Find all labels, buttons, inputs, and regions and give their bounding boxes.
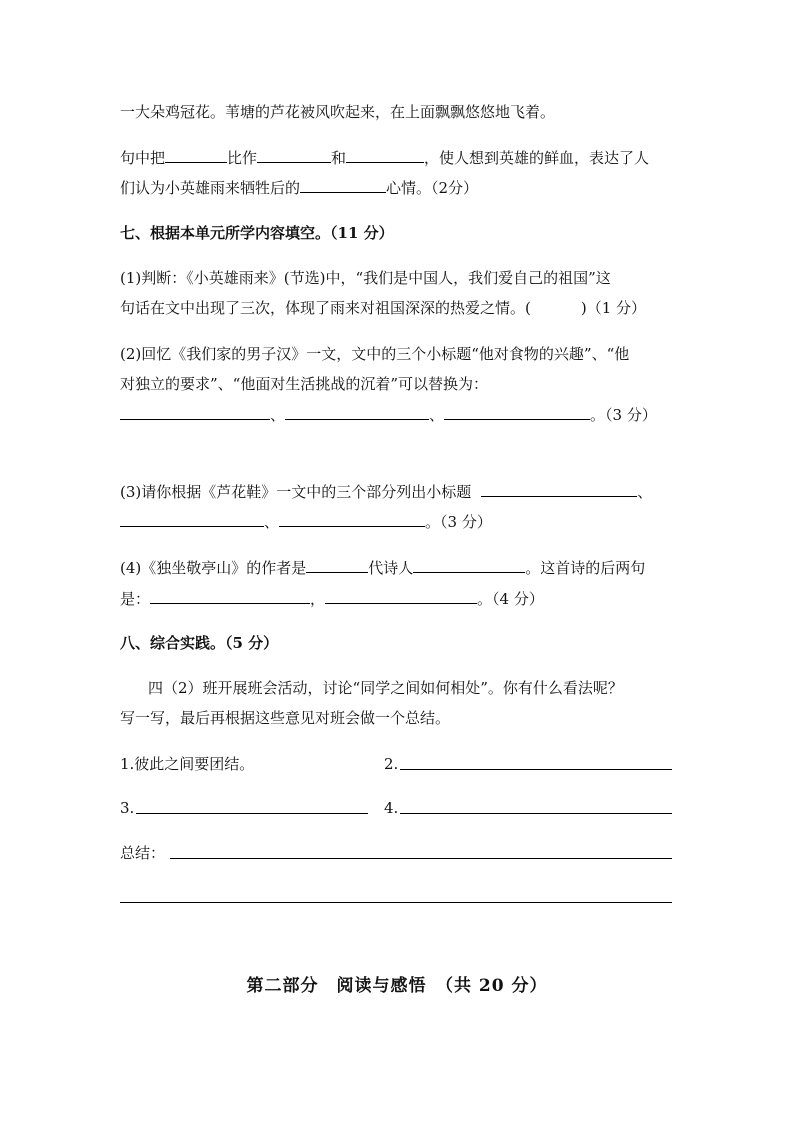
q6-text: 和	[331, 149, 347, 167]
q7-2-score: 。（3 分）	[590, 406, 657, 424]
q7-4-text: 代诗人	[368, 559, 414, 577]
q7-4-text: (4)《独坐敬亭山》的作者是	[120, 559, 307, 577]
answer-blank[interactable]	[120, 404, 270, 420]
answer-blank[interactable]	[306, 557, 368, 573]
part-2-title: 第二部分 阅读与感悟 （共 20 分）	[246, 976, 548, 996]
q7-1-line-2	[120, 297, 646, 319]
answer-blank[interactable]	[257, 147, 331, 163]
q7-1-score: )（1 分）	[580, 299, 647, 317]
opinion-item-3-label: 3.	[120, 799, 135, 817]
answer-blank[interactable]	[481, 481, 637, 497]
q6-line-1	[120, 147, 649, 169]
q7-3-text: (3)请你根据《芦花鞋》一文中的三个部分列出小标题	[120, 483, 472, 501]
q7-4-score: 。（4 分）	[477, 590, 544, 608]
q7-4-line-1	[120, 557, 645, 579]
answer-blank[interactable]	[325, 588, 477, 604]
q7-1-line-1: (1)判断：《小英雄雨来》(节选)中，“我们是中国人，我们爱自己的祖国”这	[120, 269, 611, 287]
summary-label: 总结：	[120, 844, 166, 862]
q7-4-text: ，	[310, 590, 326, 608]
section-7-heading: 七、根据本单元所学内容填空。（11 分）	[120, 224, 394, 242]
opinion-item-3-line[interactable]	[136, 813, 368, 814]
section-8-heading: 八、综合实践。（5 分）	[120, 634, 279, 652]
opinion-item-2-label: 2.	[384, 755, 399, 773]
section-8-prompt-line-2: 写一写，最后再根据这些意见对班会做一个总结。	[120, 709, 451, 727]
q6-text: 句中把	[120, 149, 166, 167]
separator: 、	[270, 406, 286, 424]
opinion-item-4-label: 4.	[384, 799, 399, 817]
answer-blank[interactable]	[165, 147, 227, 163]
answer-blank[interactable]	[120, 511, 264, 527]
q7-3-line-2	[120, 511, 492, 533]
q6-text: ，使人想到英雄的鲜血，表达了人	[424, 149, 650, 167]
q6-text: 心情。（2分）	[386, 179, 479, 197]
answer-blank[interactable]	[444, 404, 590, 420]
opinion-item-2-line[interactable]	[400, 769, 672, 770]
separator: 、	[264, 513, 280, 531]
q7-4-line-2	[120, 588, 544, 610]
opinion-item-1: 1.彼此之间要团结。	[120, 755, 255, 773]
answer-blank[interactable]	[279, 511, 425, 527]
q6-line-2	[120, 177, 478, 199]
answer-blank[interactable]	[285, 404, 429, 420]
q6-text: 们认为小英雄雨来牺牲后的	[120, 179, 301, 197]
passage-tail: 一大朵鸡冠花。苇塘的芦花被风吹起来，在上面飘飘悠悠地飞着。	[120, 103, 556, 121]
opinion-item-4-line[interactable]	[400, 813, 672, 814]
answer-blank[interactable]	[300, 177, 386, 193]
answer-blank[interactable]	[150, 588, 310, 604]
q7-3-line-1	[120, 481, 652, 503]
summary-line-2[interactable]	[120, 902, 672, 903]
section-8-prompt-line-1: 四（2）班开展班会活动，讨论“同学之间如何相处”。你有什么看法呢？	[148, 679, 623, 697]
separator: 、	[429, 406, 445, 424]
q6-text: 比作	[227, 149, 258, 167]
q7-4-text: 是：	[120, 590, 151, 608]
separator: 、	[637, 483, 653, 501]
q7-4-text: 。这首诗的后两句	[525, 559, 646, 577]
q7-2-line-1: (2)回忆《我们家的男子汉》一文，文中的三个小标题“他对食物的兴趣”、“他	[120, 345, 630, 363]
summary-line-1[interactable]	[170, 858, 672, 859]
q7-1-text: 句话在文中出现了三次，体现了雨来对祖国深深的热爱之情。(	[120, 299, 531, 317]
q7-2-line-2: 对独立的要求”、“他面对生活挑战的沉着”可以替换为：	[120, 375, 489, 393]
q7-2-line-3	[120, 404, 657, 426]
answer-blank[interactable]	[413, 557, 525, 573]
answer-blank[interactable]	[346, 147, 424, 163]
q7-3-score: 。（3 分）	[425, 513, 492, 531]
